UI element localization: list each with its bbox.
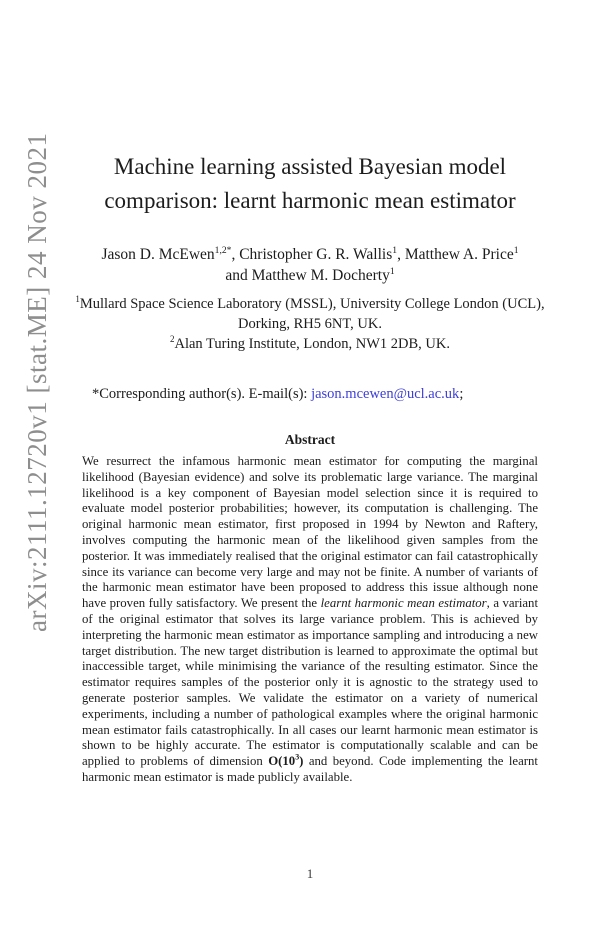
abstract-section: [82, 432, 538, 786]
email-link[interactable]: jason.mcewen@ucl.ac.uk: [311, 386, 460, 402]
author-affiliation-marker: 1: [513, 244, 519, 256]
affiliation-marker: 1: [75, 294, 80, 305]
abstract-text-part3: and beyond. Code implementing the learnt harmonic mean estimator is made publicly available.: [82, 754, 538, 784]
author-affiliation-marker: 1,2*: [214, 244, 232, 256]
page-title-line1: Machine learning assisted Bayesian model: [113, 154, 507, 179]
big-o-exponent: 3: [295, 752, 300, 762]
author-name: Matthew M. Docherty: [251, 267, 390, 284]
affiliation-text: Mullard Space Science Laboratory (MSSL), University College London (UCL), Dorking, RH5 6NT, UK.: [79, 296, 545, 332]
abstract-emphasis: learnt harmonic mean estimator: [320, 596, 487, 611]
author-affiliation-marker: 1: [392, 244, 398, 256]
abstract-text-part2: , a variant of the original estimator that solves its large variance problem. This is achieved by interpreting the harmonic mean estimator as importance sampling and introducing a new target distribution. The new target distribution is learned to approximate the optimal but inaccessible target, while minimising the variance of the resulting estimator. Since the estimator requires samples of the posterior only it is agnostic to the strategy used to generate posterior samples. We validate the estimator on a variety of numerical experiments, including a number of pathological examples where the original harmonic mean estimator fails catastrophically. In all cases our learnt harmonic mean estimator is shown to be highly accurate. The estimator is computationally scalable and can be applied to problems of dimension: [82, 596, 539, 769]
corresponding-prefix: *Corresponding author(s). E-mail(s):: [92, 386, 312, 402]
corresponding-author-note: [92, 384, 560, 404]
page-number: 1: [306, 866, 314, 881]
author-list: [60, 244, 560, 286]
big-o-close: ): [299, 754, 304, 769]
affiliation-text: Alan Turing Institute, London, NW1 2DB, UK.: [174, 336, 450, 352]
page-title-line2: comparison: learnt harmonic mean estimator: [104, 188, 516, 213]
affiliation-list: [60, 294, 560, 354]
author-name: Matthew A. Price: [404, 246, 514, 263]
abstract-text-part1: We resurrect the infamous harmonic mean estimator for computing the marginal likelihood (Bayesian evidence) and solve its problematic large variance. The marginal likelihood is a key component of Bayesian model selection since it is required to evaluate model posterior probabilities; however, its computation is challenging. The original harmonic mean estimator, first proposed in 1994 by Newton and Raftery, involves computing the harmonic mean of the likelihood given samples from the posterior. It was immediately realised that the original estimator can fail catastrophically since its variance can become very large and may not be finite. A number of variants of the harmonic mean estimator have been proposed to address this issue although none have proven fully satisfactory. We present the: [82, 454, 538, 611]
abstract-body: [82, 454, 538, 786]
arxiv-stamp: arXiv:2111.12720v1 [stat.ME] 24 Nov 2021: [22, 132, 52, 632]
author-name: Jason D. McEwen: [101, 246, 215, 263]
author-separator: ,: [397, 246, 405, 263]
affiliation-1: [60, 294, 560, 334]
affiliation-2: [60, 334, 560, 354]
author-separator: and: [225, 267, 252, 284]
paper-page: [60, 0, 560, 925]
page-title: [60, 150, 560, 218]
abstract-heading: Abstract: [284, 432, 336, 447]
big-o-base: O(10: [268, 754, 296, 769]
corresponding-suffix: ;: [459, 386, 464, 402]
author-name: Christopher G. R. Wallis: [239, 246, 393, 263]
author-separator: ,: [231, 246, 240, 263]
affiliation-marker: 2: [170, 334, 175, 345]
big-o-notation: [268, 754, 303, 768]
author-affiliation-marker: 1: [389, 265, 395, 277]
